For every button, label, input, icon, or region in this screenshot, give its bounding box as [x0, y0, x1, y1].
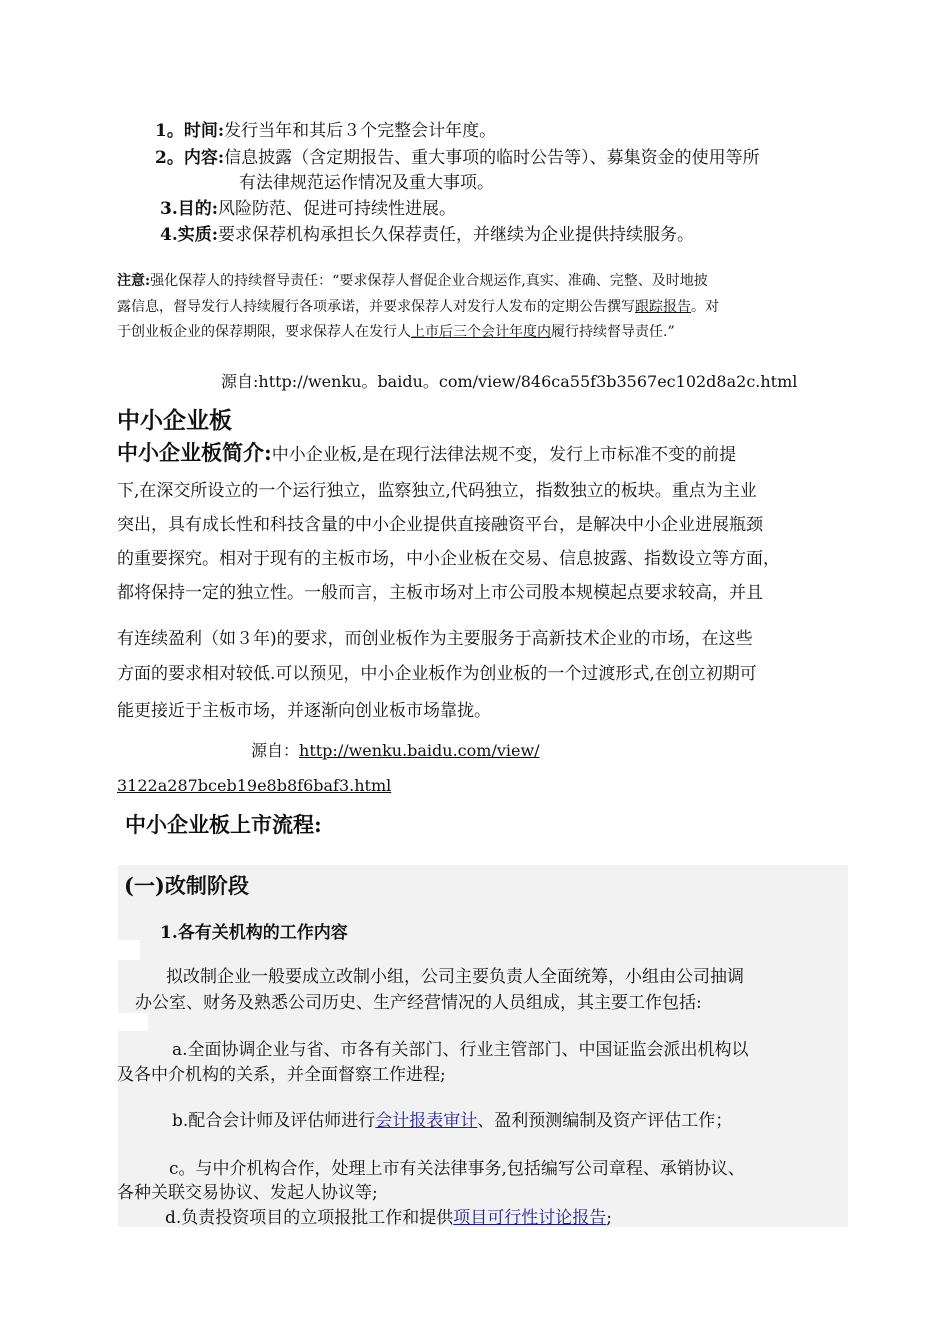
- section-subtitle: 1.各有关机构的工作内容: [160, 923, 348, 943]
- note-label: 注意:: [117, 273, 151, 289]
- item-d: [165, 1206, 612, 1230]
- item-a-line-2: 及各中介机构的关系，并全面督察工作进程;: [117, 1065, 446, 1085]
- intro-line: 突出，具有成长性和科技含量的中小企业提供直接融资平台，是解决中小企业进展瓶颈: [117, 515, 763, 535]
- item-label: 时间:: [183, 121, 225, 141]
- heading-listing-process: 中小企业板上市流程:: [125, 812, 322, 837]
- item-content-continued: 有法律规范运作情况及重大事项。: [239, 173, 494, 193]
- item-text: 发行当年和其后３个完整会计年度。: [224, 121, 497, 141]
- item-essence: [160, 222, 694, 248]
- section-title: (一)改制阶段: [124, 873, 249, 898]
- intro-lead: 中小企业板简介:: [117, 440, 272, 465]
- note-line-2: [117, 295, 719, 319]
- item-number: 2。: [155, 148, 184, 168]
- item-b: [172, 1109, 732, 1133]
- note-text: 于创业板企业的保荐期限，要求保荐人在发行人: [117, 324, 411, 340]
- item-number: 4.: [160, 225, 178, 245]
- source-1: 源自:http://wenku。baidu。com/view/846ca55f3b3567ec102d8a2c.html: [221, 372, 798, 391]
- item-number: 3.: [160, 199, 178, 219]
- item-time: [155, 118, 496, 144]
- source-label: 源自：: [251, 741, 300, 760]
- audit-link[interactable]: 会计报表审计: [375, 1111, 478, 1131]
- item-text: 信息披露（含定期报告、重大事项的临时公告等）、募集资金的使用等所: [224, 148, 760, 168]
- tracking-report-link[interactable]: 跟踪报告: [635, 299, 691, 315]
- note-text: 强化保荐人的持续督导责任：“要求保荐人督促企业合规运作,真实、准确、完整、及时地披: [150, 273, 708, 289]
- item-number: 1。: [155, 121, 184, 141]
- note-text: 露信息，督导发行人持续履行各项承诺，并要求保荐人对发行人发布的定期公告撰写: [117, 299, 635, 315]
- note-line-1: [117, 269, 708, 293]
- intro-line-1: [117, 436, 736, 472]
- note-text: 。对: [691, 299, 719, 315]
- item-content: [155, 145, 760, 171]
- feasibility-report-link[interactable]: 项目可行性讨论报告: [453, 1208, 607, 1228]
- note-line-3: [117, 320, 675, 344]
- intro-line: 都将保持一定的独立性。一般而言，主板市场对上市公司股本规模起点要求较高，并且: [117, 583, 763, 603]
- item-b-text: 、盈利预测编制及资产评估工作；: [477, 1111, 733, 1131]
- heading-sme-board: 中小企业板: [117, 407, 232, 434]
- intro-line: 下,在深交所设立的一个运行独立，监察独立,代码独立，指数独立的板块。重点为主业: [117, 481, 757, 501]
- source-url-link[interactable]: http://wenku.baidu.com/view/: [299, 741, 540, 760]
- item-label: 实质:: [177, 225, 219, 245]
- item-d-text: d.负责投资项目的立项报批工作和提供: [165, 1208, 454, 1228]
- item-purpose: [160, 196, 456, 222]
- intro-text: 中小企业板,是在现行法律法规不变，发行上市标准不变的前提: [271, 445, 737, 465]
- intro-line: 能更接近于主板市场，并逐渐向创业板市场靠拢。: [117, 701, 491, 721]
- item-b-text: b.配合会计师及评估师进行: [172, 1111, 376, 1131]
- item-label: 目的:: [177, 199, 219, 219]
- shade-gap: [118, 940, 140, 960]
- item-c-line-2: 各种关联交易协议、发起人协议等;: [117, 1183, 378, 1203]
- para-line-2: 办公室、财务及熟悉公司历史、生产经营情况的人员组成，其主要工作包括:: [135, 993, 702, 1013]
- item-text: 要求保荐机构承担长久保荐责任，并继续为企业提供持续服务。: [218, 225, 695, 245]
- source-url-link-continued[interactable]: 3122a287bceb19e8b8f6baf3.html: [117, 776, 392, 795]
- item-c-line-1: c。与中介机构合作，处理上市有关法律事务,包括编写公司章程、承销协议、: [169, 1159, 745, 1179]
- note-text: 履行持续督导责任.”: [551, 324, 675, 340]
- item-text: 风险防范、促进可持续性进展。: [218, 199, 457, 219]
- underlined-period: 上市后三个会计年度内: [411, 324, 551, 340]
- intro-line: 方面的要求相对较低.可以预见，中小企业板作为创业板的一个过渡形式,在创立初期可: [117, 664, 757, 684]
- item-d-text: ;: [606, 1208, 613, 1228]
- source-2: [251, 738, 540, 761]
- intro-line: 的重要探究。相对于现有的主板市场，中小企业板在交易、信息披露、指数设立等方面，: [117, 549, 780, 569]
- para-line-1: 拟改制企业一般要成立改制小组，公司主要负责人全面统筹，小组由公司抽调: [166, 967, 744, 987]
- item-label: 内容:: [183, 148, 225, 168]
- shade-gap: [118, 1013, 148, 1031]
- intro-line: 有连续盈利（如３年)的要求，而创业板作为主要服务于高新技术企业的市场，在这些: [117, 629, 753, 649]
- item-a-line-1: a.全面协调企业与省、市各有关部门、行业主管部门、中国证监会派出机构以: [172, 1040, 749, 1060]
